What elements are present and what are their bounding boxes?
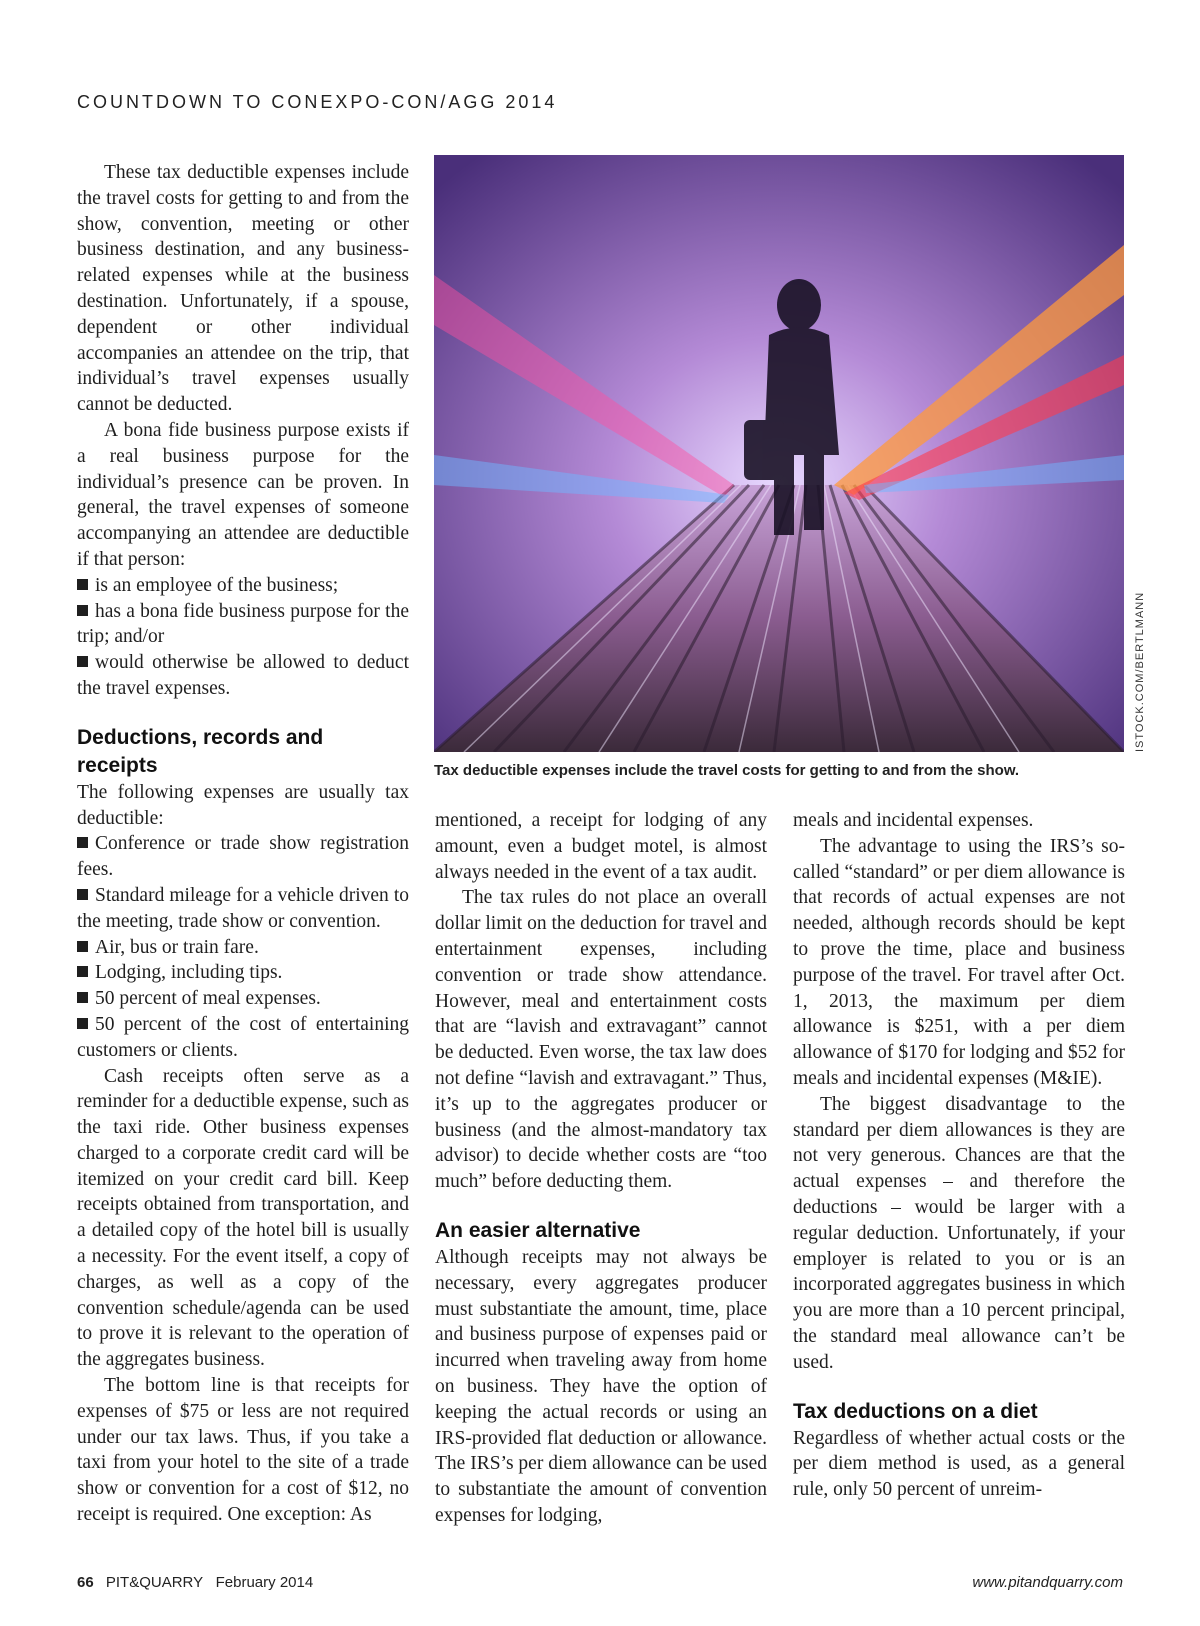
bullet-item: has a bona fide business purpose for the trip; and/or — [77, 600, 409, 648]
square-bullet-icon — [77, 605, 88, 616]
bullet-item: 50 percent of the cost of entertaining customers or clients. — [77, 1013, 409, 1061]
website-url: www.pitandquarry.com — [972, 1574, 1123, 1591]
paragraph: meals and incidental expenses. — [793, 810, 1034, 831]
bullet-item: would otherwise be allowed to deduct the travel expenses. — [77, 652, 409, 699]
square-bullet-icon — [77, 966, 88, 977]
paragraph: Cash receipts often serve as a reminder for a deductible expense, such as the taxi ride. Other business expenses charged to a corporate credit card will be itemized on your credit card bill. Keep receipts obtained from transportation, and a detailed copy of the hotel bill is usually a necessity. For the event itself, a copy of charges, as well as a copy of the convention schedule/agenda can be used to prove it is relevant to the operation of the aggregates business. — [77, 1065, 409, 1371]
paragraph: Although receipts may not always be necessary, every aggregates producer must substantiate the amount, time, place and business purpose of expenses paid or incurred when traveling away from home on business. They have the option of keeping the actual records or using an IRS-provided flat deduction or allowance. The IRS’s per diem allowance can be used to substantiate the amount of convention expenses for lodging, — [435, 1246, 767, 1526]
walkway-illustration — [434, 155, 1124, 752]
paragraph: Regardless of whether actual costs or the per diem method is used, as a general rule, only 50 percent of unreim- — [793, 1427, 1125, 1501]
page-footer — [77, 1574, 313, 1591]
section-heading-alternative: An easier alternative — [435, 1218, 641, 1242]
square-bullet-icon — [77, 837, 88, 848]
paragraph: The biggest disadvantage to the standard per diem allowances is they are not very generous. Chances are that the actual expenses – and therefore the deductions – would be larger with a regular deduction. Unfortunately, if your employer is related to you or is an incorporated aggregates business in which you are more than a 10 percent principal, the standard meal allowance can’t be used. — [793, 1093, 1125, 1373]
bullet-item: Standard mileage for a vehicle driven to the meeting, trade show or convention. — [77, 884, 409, 932]
section-heading-diet: Tax deductions on a diet — [793, 1399, 1038, 1423]
column-3 — [793, 808, 1125, 1503]
paragraph: The bottom line is that receipts for expenses of $75 or less are not required under our tax laws. Thus, if you take a taxi from your hotel to the site of a trade show or convention for a cost of $12, no receipt is required. One exception: As — [77, 1375, 409, 1526]
photo-caption: Tax deductible expenses include the travel costs for getting to and from the show. — [434, 762, 1020, 779]
paragraph: A bona fide business purpose exists if a real business purpose for the individual’s presence can be proven. In general, the travel expenses of someone accompanying an attendee are deductible if that person: — [77, 419, 409, 570]
paragraph: These tax deductible expenses include the travel costs for getting to and from the show, convention, meeting or other business destination, and any business-related expenses while at the business destination. Unfortunately, if a spouse, dependent or other individual accompanies an attendee on the trip, that individual’s travel expenses usually cannot be deducted. — [77, 162, 409, 416]
paragraph: The tax rules do not place an overall dollar limit on the deduction for travel and entertainment expenses, including convention or trade show attendance. However, meal and entertainment costs that are “lavish and extravagant” cannot be deducted. Even worse, the tax law does not define “lavish and extravagant.” Thus, it’s up to the aggregates producer or business (and the almost-mandatory tax advisor) to decide whether costs are “too much” before deducting them. — [435, 887, 767, 1193]
walkway-photo — [434, 155, 1124, 752]
bullet-item: Air, bus or train fare. — [77, 935, 409, 961]
section-heading-deductions: Deductions, records and receipts — [77, 725, 324, 777]
column-2 — [435, 808, 767, 1529]
square-bullet-icon — [77, 579, 88, 590]
page-number: 66 — [77, 1574, 94, 1591]
paragraph: The advantage to using the IRS’s so-called “standard” or per diem allowance is that records of actual expenses are not needed, although records should be kept to prove the time, place and business purpose of the travel. For travel after Oct. 1, 2013, the maximum per diem allowance is $251, with a per diem allowance of $170 for lodging and $52 for meals and incidental expenses (M&IE). — [793, 835, 1125, 1089]
bullet-item: Conference or trade show registration fees. — [77, 833, 409, 881]
bullet-item: 50 percent of meal expenses. — [77, 986, 409, 1012]
column-1 — [77, 160, 409, 1528]
square-bullet-icon — [77, 656, 88, 667]
bullet-item: is an employee of the business; — [77, 573, 409, 599]
square-bullet-icon — [77, 941, 88, 952]
bullet-item: Lodging, including tips. — [77, 960, 409, 986]
issue-date: February 2014 — [215, 1574, 314, 1591]
square-bullet-icon — [77, 992, 88, 1003]
photo-credit: ISTOCK.COM/BERTLMANN — [1134, 591, 1146, 752]
publication-name: PIT&QUARRY — [105, 1574, 204, 1591]
paragraph: The following expenses are usually tax deductible: — [77, 781, 409, 829]
paragraph: mentioned, a receipt for lodging of any amount, even a budget motel, is almost always needed in the event of a tax audit. — [435, 810, 767, 883]
square-bullet-icon — [77, 1018, 88, 1029]
running-header: COUNTDOWN TO CONEXPO-CON/AGG 2014 — [77, 92, 558, 112]
square-bullet-icon — [77, 889, 88, 900]
